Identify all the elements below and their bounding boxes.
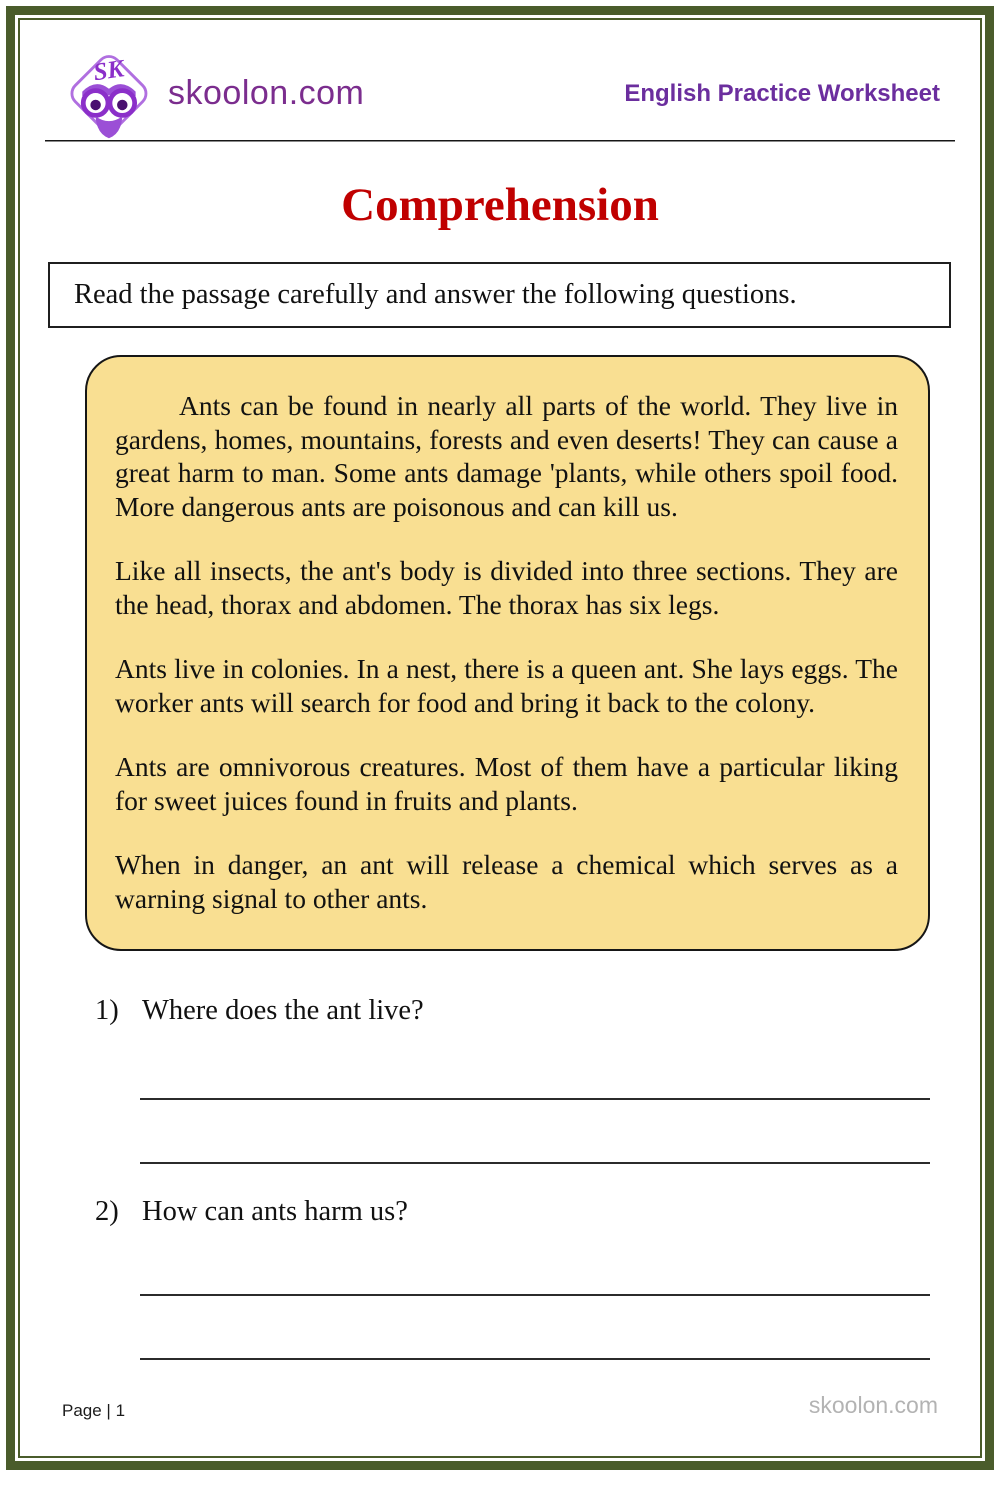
passage-paragraph: Ants are omnivorous creatures. Most of them have a particular liking for sweet juices found in fruits and plants. <box>115 751 898 816</box>
instruction-box <box>48 262 951 328</box>
answer-line <box>140 1098 930 1100</box>
question-1-text: Where does the ant live? <box>142 995 424 1026</box>
question-2 <box>95 1196 408 1228</box>
footer-site-name: skoolon.com <box>808 1392 938 1418</box>
question-1 <box>95 995 424 1027</box>
page-title: Comprehension <box>341 179 659 231</box>
reading-passage <box>85 355 930 951</box>
skoolon-owl-logo-icon <box>55 44 161 144</box>
header-divider <box>45 140 955 142</box>
passage-paragraph: Ants live in colonies. In a nest, there is a queen ant. She lays eggs. The worker ants will search for food and bring it back to the colony. <box>115 653 898 718</box>
passage-paragraph: Ants can be found in nearly all parts of the world. They live in gardens, homes, mountains, forests and even deserts! They can cause a great harm to man. Some ants damage 'plants, while others spoil food. More dangerous ants are poisonous and can kill us. <box>115 390 898 522</box>
passage-paragraph: When in danger, an ant will release a chemical which serves as a warning signal to other ants. <box>115 849 898 914</box>
logo-letters: SK <box>91 55 126 87</box>
brand-name: skoolon.com <box>168 74 365 112</box>
passage-paragraph: Like all insects, the ant's body is divided into three sections. They are the head, thorax and abdomen. The thorax has six legs. <box>115 555 898 620</box>
answer-line <box>140 1358 930 1360</box>
worksheet-type-label: English Practice Worksheet <box>624 80 940 107</box>
instruction-text: Read the passage carefully and answer the following questions. <box>74 279 797 310</box>
page-number-label: Page | 1 <box>62 1401 126 1420</box>
answer-line <box>140 1294 930 1296</box>
question-2-text: How can ants harm us? <box>142 1196 408 1227</box>
question-2-number: 2) <box>95 1196 119 1227</box>
question-1-number: 1) <box>95 995 119 1026</box>
answer-line <box>140 1162 930 1164</box>
